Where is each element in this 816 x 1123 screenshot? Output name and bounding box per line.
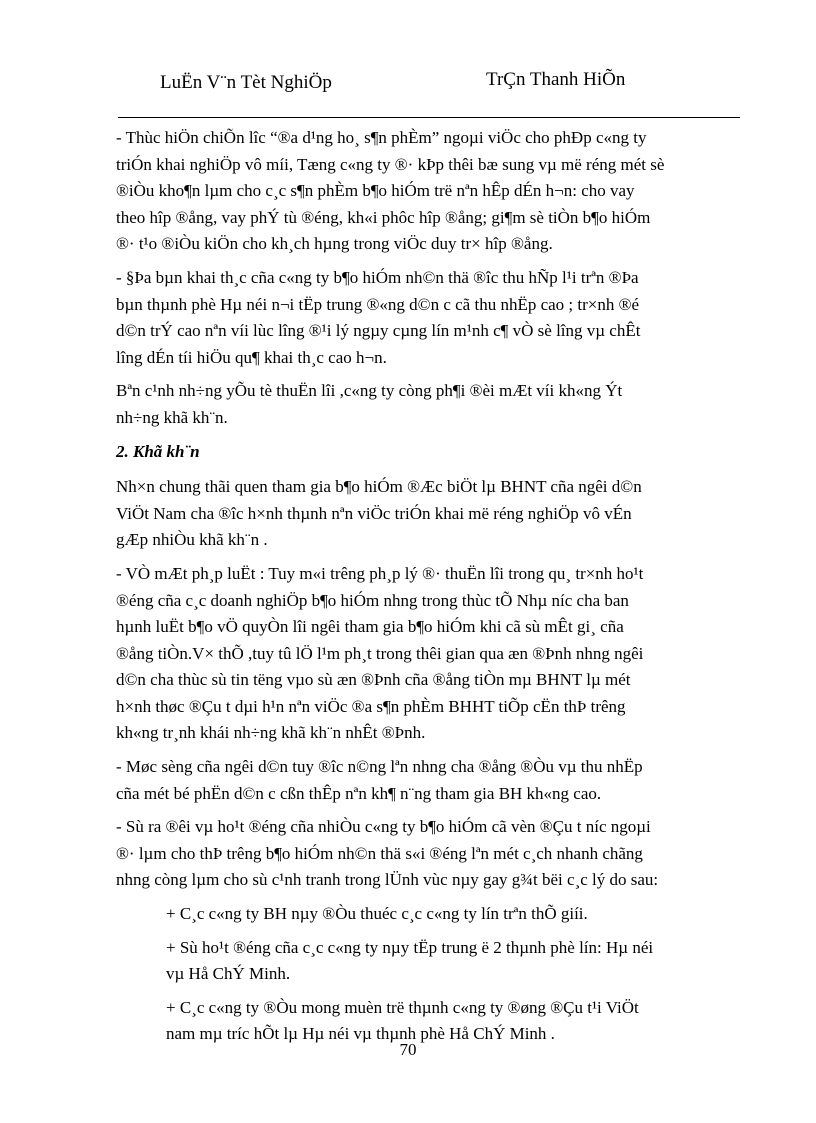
paragraph: - Møc sèng cña ngêi d©n tuy ®îc n©ng lªn nhng cha ®ång ®Òu vµ thu nhËp cña mét bé phËn d©n c cßn thÊp nªn kh¶ n¨ng tham gia BH kh«ng cao. [116, 757, 643, 803]
paragraph: Nh×n chung thãi quen tham gia b¶o hiÓm ®Æc biÖt lµ BHNT cña ngêi d©n ViÖt Nam cha ®îc h×nh thµnh nªn viÖc triÓn khai më réng nghiÖp vô vÉn gÆp nhiÒu khã kh¨n . [116, 477, 642, 550]
paragraph: - §Þa bµn khai th¸c cña c«ng ty b¶o hiÓm nh©n thä ®îc thu hÑp l¹i trªn ®Þa bµn thµnh phè Hµ néi n¬i tËp trung ®«ng d©n c cã thu nhËp cao ; tr×nh ®é d©n trÝ cao nªn víi lùc lîng ®¹i lý ngµy cµng lín m¹nh c¶ vÒ sè lîng vµ chÊt lîng dÉn tíi hiÖu qu¶ khai th¸c cao h¬n. [116, 267, 641, 367]
bullet-item: + C¸c c«ng ty BH nµy ®Òu thuéc c¸c c«ng ty lín trªn thÕ giíi. [166, 904, 588, 924]
header-author-name: TrÇn Thanh HiÕn [486, 69, 626, 90]
paragraph: - VÒ mÆt ph¸p luËt : Tuy m«i trêng ph¸p lý ®· thuËn lîi trong qu¸ tr×nh ho¹t ®éng cña c¸c doanh nghiÖp b¶o hiÓm nhng trong thùc tÕ Nhµ níc cha ban hµnh luËt b¶o vÖ quyÒn lîi ngêi tham gia b¶o hiÓm khi cã sù mÊt gi¸ cña ®ång tiÒn.V× thÕ ,tuy tû lÖ l¹m ph¸t trong thêi gian qua æn ®Þnh nhng ngêi d©n cha thùc sù tin tëng vµo sù æn ®Þnh cña ®ång tiÒn mµ BHNT lµ mét h×nh thøc ®Çu t dµi h¹n nªn viÖc ®a s¶n phÈm BHHT tiÕp cËn thÞ trêng kh«ng tr¸nh khái nh÷ng khã kh¨n nhÊt ®Þnh. [116, 563, 644, 743]
bullet-item: + C¸c c«ng ty ®Òu mong muèn trë thµnh c«ng ty ®øng ®Çu t¹i ViÖt nam mµ tríc hÕt lµ Hµ néi vµ thµnh phè Hå ChÝ Minh . [166, 997, 639, 1044]
section-heading: 2. Khã kh¨n [116, 441, 200, 461]
document-body [116, 125, 740, 1055]
header-thesis-title: LuËn V¨n Tèt NghiÖp [160, 72, 332, 93]
paragraph: - Thùc hiÖn chiÕn lîc “®a d¹ng ho¸ s¶n phÈm” ngoµi viÖc cho phÐp c«ng ty triÓn khai nghiÖp vô míi, Tæng c«ng ty ®· kÞp thêi bæ sung vµ më réng mét sè ®iÒu kho¶n lµm cho c¸c s¶n phÈm b¶o hiÓm trë nªn hÊp dÉn h¬n: cho vay theo hîp ®ång, vay phÝ tù ®éng, kh«i phôc hîp ®ång; gi¶m sè tiÒn b¶o hiÓm ®· t¹o ®iÒu kiÖn cho kh¸ch hµng trong viÖc duy tr× hîp ®ång. [116, 128, 665, 254]
paragraph: Bªn c¹nh nh÷ng yÕu tè thuËn lîi ,c«ng ty còng ph¶i ®èi mÆt víi kh«ng Ýt nh÷ng khã kh¨n. [116, 381, 623, 427]
header-rule [118, 117, 740, 118]
paragraph: - Sù ra ®êi vµ ho¹t ®éng cña nhiÒu c«ng ty b¶o hiÓm cã vèn ®Çu t níc ngoµi ®· lµm cho thÞ trêng b¶o hiÓm nh©n thä s«i ®éng lªn mét c¸ch nhanh chãng nhng còng lµm cho sù c¹nh tranh trong lÜnh vùc nµy gay g¾t bëi c¸c lý do sau: [116, 817, 659, 890]
page-number: 70 [399, 1040, 417, 1059]
page-header [118, 69, 740, 102]
bullet-item: + Sù ho¹t ®éng cña c¸c c«ng ty nµy tËp trung ë 2 thµnh phè lín: Hµ néi vµ Hå ChÝ Minh. [166, 937, 654, 984]
